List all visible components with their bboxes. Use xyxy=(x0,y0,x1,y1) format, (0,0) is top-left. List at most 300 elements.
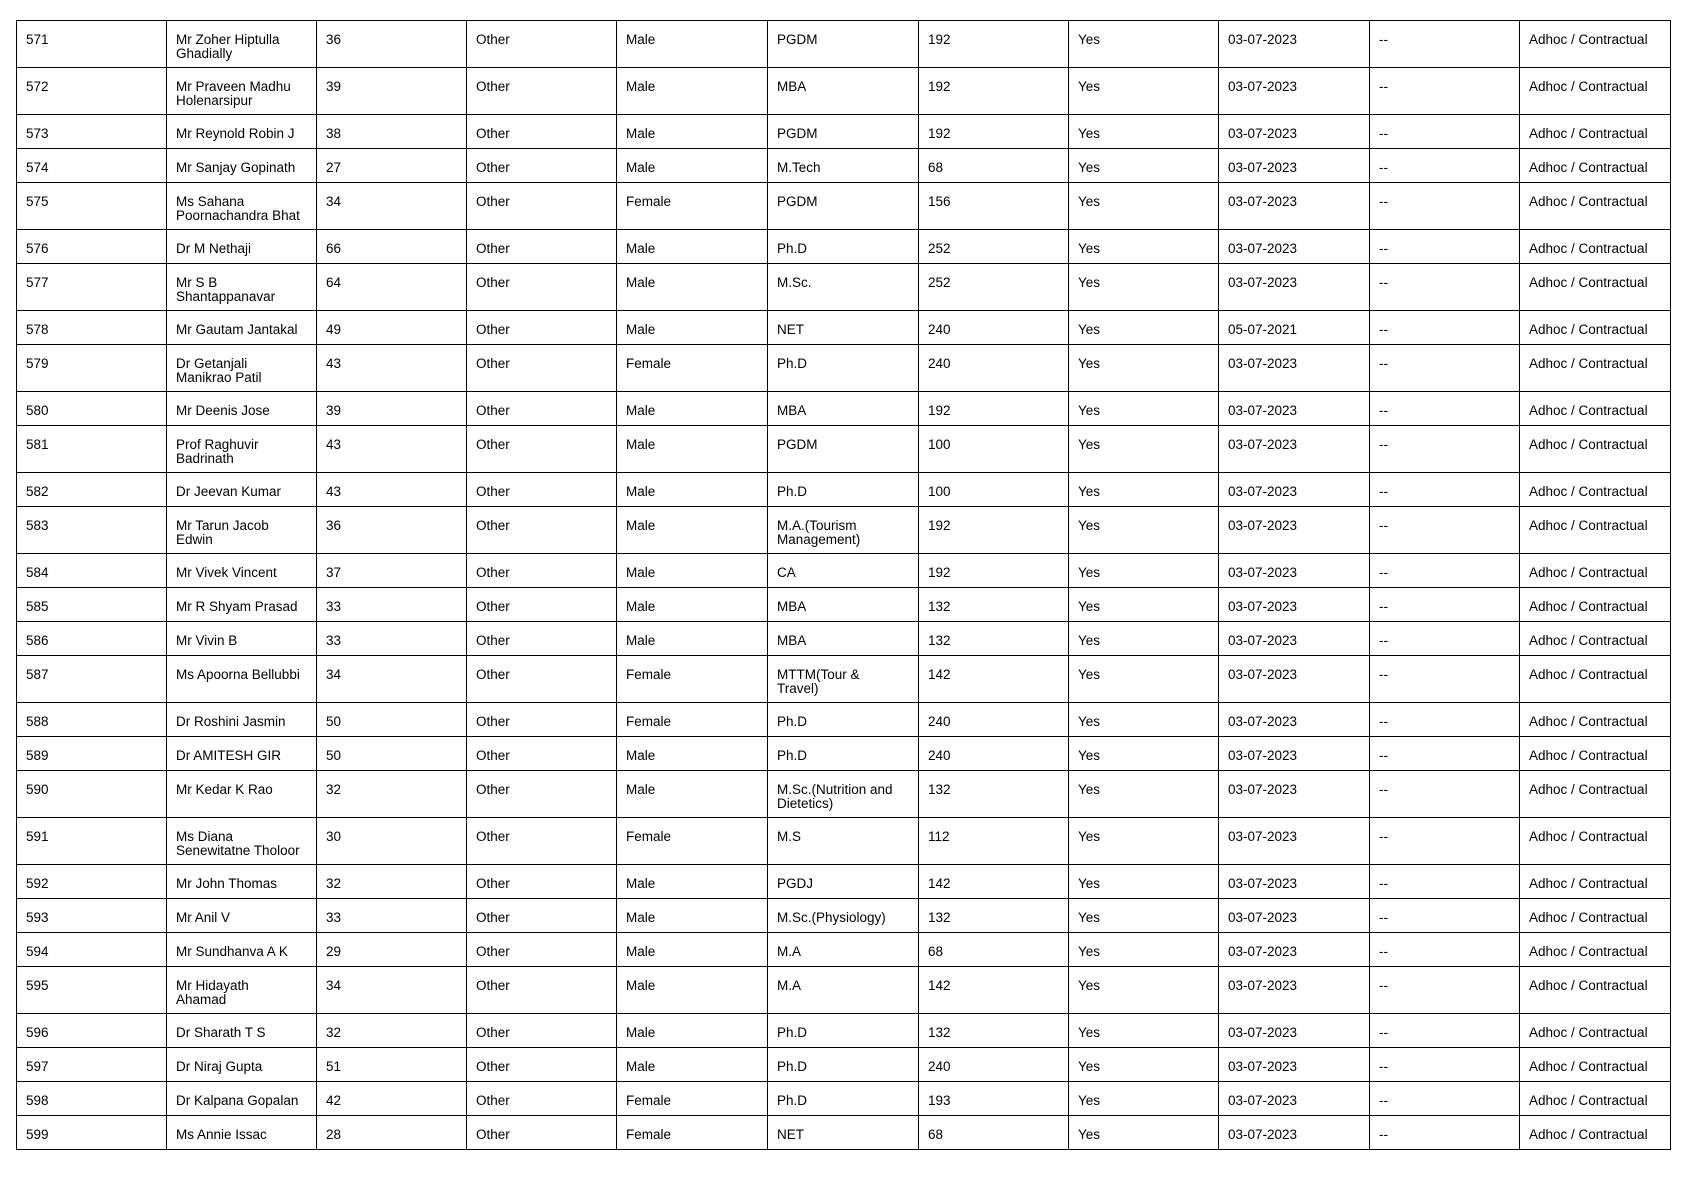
category-cell: Other xyxy=(467,1048,617,1082)
row-number-cell: 582 xyxy=(17,473,167,507)
value-cell: 132 xyxy=(919,771,1069,818)
qualification-cell: Ph.D xyxy=(768,1014,919,1048)
name-cell: Mr R Shyam Prasad xyxy=(167,588,317,622)
value-cell: 240 xyxy=(919,1048,1069,1082)
age-cell: 50 xyxy=(317,703,467,737)
date-cell: 05-07-2021 xyxy=(1219,311,1370,345)
qualification-cell: PGDM xyxy=(768,183,919,230)
table-row xyxy=(17,392,1671,426)
status-cell: Yes xyxy=(1069,68,1219,115)
value-cell: 132 xyxy=(919,622,1069,656)
gender-cell: Male xyxy=(617,737,768,771)
table-row xyxy=(17,771,1671,818)
category-cell: Other xyxy=(467,933,617,967)
dash-cell: -- xyxy=(1370,737,1520,771)
row-number-cell: 576 xyxy=(17,230,167,264)
dash-cell: -- xyxy=(1370,899,1520,933)
date-cell: 03-07-2023 xyxy=(1219,264,1370,311)
name-cell: Ms Sahana Poornachandra Bhat xyxy=(167,183,317,230)
row-number-cell: 583 xyxy=(17,507,167,554)
category-cell: Other xyxy=(467,426,617,473)
date-cell: 03-07-2023 xyxy=(1219,1014,1370,1048)
date-cell: 03-07-2023 xyxy=(1219,899,1370,933)
table-row xyxy=(17,345,1671,392)
date-cell: 03-07-2023 xyxy=(1219,473,1370,507)
name-cell: Mr Praveen Madhu Holenarsipur xyxy=(167,68,317,115)
dash-cell: -- xyxy=(1370,1116,1520,1150)
name-cell: Ms Apoorna Bellubbi xyxy=(167,656,317,703)
row-number-cell: 577 xyxy=(17,264,167,311)
table-row xyxy=(17,656,1671,703)
dash-cell: -- xyxy=(1370,311,1520,345)
appointment-type-cell: Adhoc / Contractual xyxy=(1520,264,1671,311)
value-cell: 142 xyxy=(919,865,1069,899)
qualification-cell: Ph.D xyxy=(768,703,919,737)
row-number-cell: 586 xyxy=(17,622,167,656)
row-number-cell: 578 xyxy=(17,311,167,345)
category-cell: Other xyxy=(467,149,617,183)
date-cell: 03-07-2023 xyxy=(1219,771,1370,818)
value-cell: 142 xyxy=(919,656,1069,703)
category-cell: Other xyxy=(467,230,617,264)
value-cell: 132 xyxy=(919,1014,1069,1048)
name-cell: Mr Tarun Jacob Edwin xyxy=(167,507,317,554)
value-cell: 192 xyxy=(919,21,1069,68)
name-cell: Mr Anil V xyxy=(167,899,317,933)
category-cell: Other xyxy=(467,703,617,737)
table-row xyxy=(17,507,1671,554)
date-cell: 03-07-2023 xyxy=(1219,507,1370,554)
age-cell: 50 xyxy=(317,737,467,771)
date-cell: 03-07-2023 xyxy=(1219,68,1370,115)
dash-cell: -- xyxy=(1370,115,1520,149)
dash-cell: -- xyxy=(1370,183,1520,230)
category-cell: Other xyxy=(467,967,617,1014)
age-cell: 49 xyxy=(317,311,467,345)
gender-cell: Female xyxy=(617,818,768,865)
category-cell: Other xyxy=(467,392,617,426)
qualification-cell: M.A xyxy=(768,933,919,967)
age-cell: 36 xyxy=(317,507,467,554)
gender-cell: Male xyxy=(617,311,768,345)
table-row xyxy=(17,588,1671,622)
name-cell: Dr Kalpana Gopalan xyxy=(167,1082,317,1116)
gender-cell: Male xyxy=(617,230,768,264)
value-cell: 240 xyxy=(919,737,1069,771)
date-cell: 03-07-2023 xyxy=(1219,230,1370,264)
status-cell: Yes xyxy=(1069,264,1219,311)
age-cell: 37 xyxy=(317,554,467,588)
gender-cell: Male xyxy=(617,622,768,656)
status-cell: Yes xyxy=(1069,554,1219,588)
status-cell: Yes xyxy=(1069,392,1219,426)
table-row xyxy=(17,264,1671,311)
value-cell: 240 xyxy=(919,703,1069,737)
age-cell: 39 xyxy=(317,392,467,426)
row-number-cell: 573 xyxy=(17,115,167,149)
gender-cell: Female xyxy=(617,183,768,230)
date-cell: 03-07-2023 xyxy=(1219,818,1370,865)
value-cell: 142 xyxy=(919,967,1069,1014)
table-row xyxy=(17,473,1671,507)
row-number-cell: 596 xyxy=(17,1014,167,1048)
status-cell: Yes xyxy=(1069,818,1219,865)
date-cell: 03-07-2023 xyxy=(1219,554,1370,588)
dash-cell: -- xyxy=(1370,703,1520,737)
name-cell: Dr AMITESH GIR xyxy=(167,737,317,771)
gender-cell: Male xyxy=(617,1014,768,1048)
date-cell: 03-07-2023 xyxy=(1219,115,1370,149)
gender-cell: Female xyxy=(617,345,768,392)
age-cell: 64 xyxy=(317,264,467,311)
value-cell: 112 xyxy=(919,818,1069,865)
name-cell: Prof Raghuvir Badrinath xyxy=(167,426,317,473)
status-cell: Yes xyxy=(1069,703,1219,737)
row-number-cell: 580 xyxy=(17,392,167,426)
name-cell: Mr Vivek Vincent xyxy=(167,554,317,588)
status-cell: Yes xyxy=(1069,865,1219,899)
appointment-type-cell: Adhoc / Contractual xyxy=(1520,507,1671,554)
appointment-type-cell: Adhoc / Contractual xyxy=(1520,426,1671,473)
status-cell: Yes xyxy=(1069,1014,1219,1048)
name-cell: Mr Gautam Jantakal xyxy=(167,311,317,345)
dash-cell: -- xyxy=(1370,230,1520,264)
dash-cell: -- xyxy=(1370,656,1520,703)
dash-cell: -- xyxy=(1370,967,1520,1014)
appointment-type-cell: Adhoc / Contractual xyxy=(1520,149,1671,183)
age-cell: 43 xyxy=(317,426,467,473)
dash-cell: -- xyxy=(1370,865,1520,899)
category-cell: Other xyxy=(467,1116,617,1150)
table-row xyxy=(17,1116,1671,1150)
qualification-cell: M.S xyxy=(768,818,919,865)
category-cell: Other xyxy=(467,21,617,68)
date-cell: 03-07-2023 xyxy=(1219,865,1370,899)
value-cell: 132 xyxy=(919,899,1069,933)
appointment-type-cell: Adhoc / Contractual xyxy=(1520,554,1671,588)
appointment-type-cell: Adhoc / Contractual xyxy=(1520,21,1671,68)
qualification-cell: M.A xyxy=(768,967,919,1014)
appointment-type-cell: Adhoc / Contractual xyxy=(1520,311,1671,345)
status-cell: Yes xyxy=(1069,1082,1219,1116)
category-cell: Other xyxy=(467,818,617,865)
age-cell: 32 xyxy=(317,771,467,818)
value-cell: 252 xyxy=(919,230,1069,264)
dash-cell: -- xyxy=(1370,392,1520,426)
gender-cell: Male xyxy=(617,149,768,183)
gender-cell: Male xyxy=(617,392,768,426)
gender-cell: Male xyxy=(617,554,768,588)
value-cell: 100 xyxy=(919,426,1069,473)
row-number-cell: 593 xyxy=(17,899,167,933)
qualification-cell: Ph.D xyxy=(768,473,919,507)
appointment-type-cell: Adhoc / Contractual xyxy=(1520,1014,1671,1048)
name-cell: Mr John Thomas xyxy=(167,865,317,899)
qualification-cell: MBA xyxy=(768,68,919,115)
table-row xyxy=(17,967,1671,1014)
table-row xyxy=(17,230,1671,264)
table-row xyxy=(17,933,1671,967)
dash-cell: -- xyxy=(1370,622,1520,656)
category-cell: Other xyxy=(467,737,617,771)
appointment-type-cell: Adhoc / Contractual xyxy=(1520,1082,1671,1116)
name-cell: Dr Niraj Gupta xyxy=(167,1048,317,1082)
gender-cell: Male xyxy=(617,426,768,473)
date-cell: 03-07-2023 xyxy=(1219,183,1370,230)
qualification-cell: Ph.D xyxy=(768,1048,919,1082)
value-cell: 156 xyxy=(919,183,1069,230)
appointment-type-cell: Adhoc / Contractual xyxy=(1520,473,1671,507)
age-cell: 42 xyxy=(317,1082,467,1116)
age-cell: 33 xyxy=(317,622,467,656)
value-cell: 193 xyxy=(919,1082,1069,1116)
value-cell: 132 xyxy=(919,588,1069,622)
qualification-cell: M.Sc.(Nutrition and Dietetics) xyxy=(768,771,919,818)
name-cell: Dr Roshini Jasmin xyxy=(167,703,317,737)
date-cell: 03-07-2023 xyxy=(1219,345,1370,392)
appointment-type-cell: Adhoc / Contractual xyxy=(1520,115,1671,149)
date-cell: 03-07-2023 xyxy=(1219,737,1370,771)
date-cell: 03-07-2023 xyxy=(1219,703,1370,737)
gender-cell: Male xyxy=(617,264,768,311)
age-cell: 39 xyxy=(317,68,467,115)
dash-cell: -- xyxy=(1370,933,1520,967)
name-cell: Dr M Nethaji xyxy=(167,230,317,264)
value-cell: 68 xyxy=(919,1116,1069,1150)
dash-cell: -- xyxy=(1370,588,1520,622)
date-cell: 03-07-2023 xyxy=(1219,1116,1370,1150)
category-cell: Other xyxy=(467,588,617,622)
date-cell: 03-07-2023 xyxy=(1219,656,1370,703)
table-row xyxy=(17,21,1671,68)
table-row xyxy=(17,865,1671,899)
appointment-type-cell: Adhoc / Contractual xyxy=(1520,818,1671,865)
value-cell: 240 xyxy=(919,345,1069,392)
qualification-cell: Ph.D xyxy=(768,345,919,392)
dash-cell: -- xyxy=(1370,818,1520,865)
name-cell: Mr Zoher Hiptulla Ghadially xyxy=(167,21,317,68)
table-row xyxy=(17,899,1671,933)
age-cell: 66 xyxy=(317,230,467,264)
table-row xyxy=(17,183,1671,230)
table-row xyxy=(17,554,1671,588)
status-cell: Yes xyxy=(1069,737,1219,771)
qualification-cell: PGDM xyxy=(768,115,919,149)
gender-cell: Male xyxy=(617,21,768,68)
name-cell: Ms Annie Issac xyxy=(167,1116,317,1150)
qualification-cell: Ph.D xyxy=(768,230,919,264)
status-cell: Yes xyxy=(1069,967,1219,1014)
category-cell: Other xyxy=(467,771,617,818)
age-cell: 34 xyxy=(317,183,467,230)
row-number-cell: 574 xyxy=(17,149,167,183)
row-number-cell: 599 xyxy=(17,1116,167,1150)
table-row xyxy=(17,703,1671,737)
category-cell: Other xyxy=(467,264,617,311)
status-cell: Yes xyxy=(1069,1048,1219,1082)
qualification-cell: MBA xyxy=(768,588,919,622)
qualification-cell: Ph.D xyxy=(768,737,919,771)
row-number-cell: 588 xyxy=(17,703,167,737)
table-row xyxy=(17,426,1671,473)
date-cell: 03-07-2023 xyxy=(1219,392,1370,426)
qualification-cell: MBA xyxy=(768,392,919,426)
category-cell: Other xyxy=(467,899,617,933)
gender-cell: Male xyxy=(617,865,768,899)
qualification-cell: Ph.D xyxy=(768,1082,919,1116)
table-body xyxy=(17,21,1671,1150)
age-cell: 43 xyxy=(317,473,467,507)
date-cell: 03-07-2023 xyxy=(1219,588,1370,622)
category-cell: Other xyxy=(467,656,617,703)
category-cell: Other xyxy=(467,554,617,588)
age-cell: 28 xyxy=(317,1116,467,1150)
value-cell: 192 xyxy=(919,392,1069,426)
appointment-type-cell: Adhoc / Contractual xyxy=(1520,899,1671,933)
row-number-cell: 592 xyxy=(17,865,167,899)
qualification-cell: NET xyxy=(768,311,919,345)
gender-cell: Male xyxy=(617,115,768,149)
dash-cell: -- xyxy=(1370,149,1520,183)
gender-cell: Male xyxy=(617,771,768,818)
name-cell: Dr Sharath T S xyxy=(167,1014,317,1048)
status-cell: Yes xyxy=(1069,473,1219,507)
table-row xyxy=(17,149,1671,183)
dash-cell: -- xyxy=(1370,264,1520,311)
gender-cell: Male xyxy=(617,473,768,507)
faculty-table xyxy=(16,20,1671,1150)
dash-cell: -- xyxy=(1370,68,1520,115)
qualification-cell: NET xyxy=(768,1116,919,1150)
row-number-cell: 590 xyxy=(17,771,167,818)
category-cell: Other xyxy=(467,68,617,115)
age-cell: 33 xyxy=(317,899,467,933)
name-cell: Mr Hidayath Ahamad xyxy=(167,967,317,1014)
value-cell: 192 xyxy=(919,115,1069,149)
table-row xyxy=(17,311,1671,345)
qualification-cell: MTTM(Tour & Travel) xyxy=(768,656,919,703)
date-cell: 03-07-2023 xyxy=(1219,967,1370,1014)
age-cell: 34 xyxy=(317,656,467,703)
row-number-cell: 595 xyxy=(17,967,167,1014)
dash-cell: -- xyxy=(1370,473,1520,507)
value-cell: 252 xyxy=(919,264,1069,311)
date-cell: 03-07-2023 xyxy=(1219,426,1370,473)
appointment-type-cell: Adhoc / Contractual xyxy=(1520,588,1671,622)
value-cell: 68 xyxy=(919,933,1069,967)
name-cell: Mr Reynold Robin J xyxy=(167,115,317,149)
gender-cell: Male xyxy=(617,899,768,933)
faculty-table-container xyxy=(16,20,1671,1150)
status-cell: Yes xyxy=(1069,230,1219,264)
appointment-type-cell: Adhoc / Contractual xyxy=(1520,345,1671,392)
age-cell: 51 xyxy=(317,1048,467,1082)
gender-cell: Female xyxy=(617,1082,768,1116)
appointment-type-cell: Adhoc / Contractual xyxy=(1520,1116,1671,1150)
table-row xyxy=(17,1014,1671,1048)
gender-cell: Male xyxy=(617,967,768,1014)
appointment-type-cell: Adhoc / Contractual xyxy=(1520,865,1671,899)
value-cell: 68 xyxy=(919,149,1069,183)
dash-cell: -- xyxy=(1370,1082,1520,1116)
qualification-cell: PGDM xyxy=(768,21,919,68)
row-number-cell: 579 xyxy=(17,345,167,392)
qualification-cell: PGDM xyxy=(768,426,919,473)
name-cell: Mr Deenis Jose xyxy=(167,392,317,426)
appointment-type-cell: Adhoc / Contractual xyxy=(1520,933,1671,967)
age-cell: 36 xyxy=(317,21,467,68)
dash-cell: -- xyxy=(1370,507,1520,554)
row-number-cell: 598 xyxy=(17,1082,167,1116)
appointment-type-cell: Adhoc / Contractual xyxy=(1520,1048,1671,1082)
status-cell: Yes xyxy=(1069,933,1219,967)
table-row xyxy=(17,622,1671,656)
row-number-cell: 591 xyxy=(17,818,167,865)
category-cell: Other xyxy=(467,473,617,507)
dash-cell: -- xyxy=(1370,1048,1520,1082)
name-cell: Mr Sundhanva A K xyxy=(167,933,317,967)
gender-cell: Female xyxy=(617,703,768,737)
date-cell: 03-07-2023 xyxy=(1219,21,1370,68)
name-cell: Ms Diana Senewitatne Tholoor xyxy=(167,818,317,865)
category-cell: Other xyxy=(467,507,617,554)
value-cell: 192 xyxy=(919,68,1069,115)
appointment-type-cell: Adhoc / Contractual xyxy=(1520,392,1671,426)
table-row xyxy=(17,115,1671,149)
age-cell: 32 xyxy=(317,865,467,899)
table-row xyxy=(17,1082,1671,1116)
status-cell: Yes xyxy=(1069,771,1219,818)
row-number-cell: 594 xyxy=(17,933,167,967)
row-number-cell: 585 xyxy=(17,588,167,622)
date-cell: 03-07-2023 xyxy=(1219,149,1370,183)
date-cell: 03-07-2023 xyxy=(1219,622,1370,656)
table-row xyxy=(17,68,1671,115)
status-cell: Yes xyxy=(1069,588,1219,622)
row-number-cell: 581 xyxy=(17,426,167,473)
appointment-type-cell: Adhoc / Contractual xyxy=(1520,737,1671,771)
dash-cell: -- xyxy=(1370,345,1520,392)
name-cell: Mr S B Shantappanavar xyxy=(167,264,317,311)
gender-cell: Male xyxy=(617,507,768,554)
date-cell: 03-07-2023 xyxy=(1219,1048,1370,1082)
status-cell: Yes xyxy=(1069,345,1219,392)
row-number-cell: 571 xyxy=(17,21,167,68)
name-cell: Mr Vivin B xyxy=(167,622,317,656)
age-cell: 30 xyxy=(317,818,467,865)
appointment-type-cell: Adhoc / Contractual xyxy=(1520,68,1671,115)
value-cell: 240 xyxy=(919,311,1069,345)
status-cell: Yes xyxy=(1069,311,1219,345)
dash-cell: -- xyxy=(1370,426,1520,473)
category-cell: Other xyxy=(467,345,617,392)
qualification-cell: M.A.(Tourism Management) xyxy=(768,507,919,554)
row-number-cell: 572 xyxy=(17,68,167,115)
appointment-type-cell: Adhoc / Contractual xyxy=(1520,703,1671,737)
dash-cell: -- xyxy=(1370,554,1520,588)
category-cell: Other xyxy=(467,311,617,345)
age-cell: 29 xyxy=(317,933,467,967)
dash-cell: -- xyxy=(1370,1014,1520,1048)
status-cell: Yes xyxy=(1069,115,1219,149)
qualification-cell: M.Tech xyxy=(768,149,919,183)
row-number-cell: 584 xyxy=(17,554,167,588)
table-row xyxy=(17,1048,1671,1082)
appointment-type-cell: Adhoc / Contractual xyxy=(1520,967,1671,1014)
gender-cell: Female xyxy=(617,656,768,703)
row-number-cell: 597 xyxy=(17,1048,167,1082)
category-cell: Other xyxy=(467,115,617,149)
